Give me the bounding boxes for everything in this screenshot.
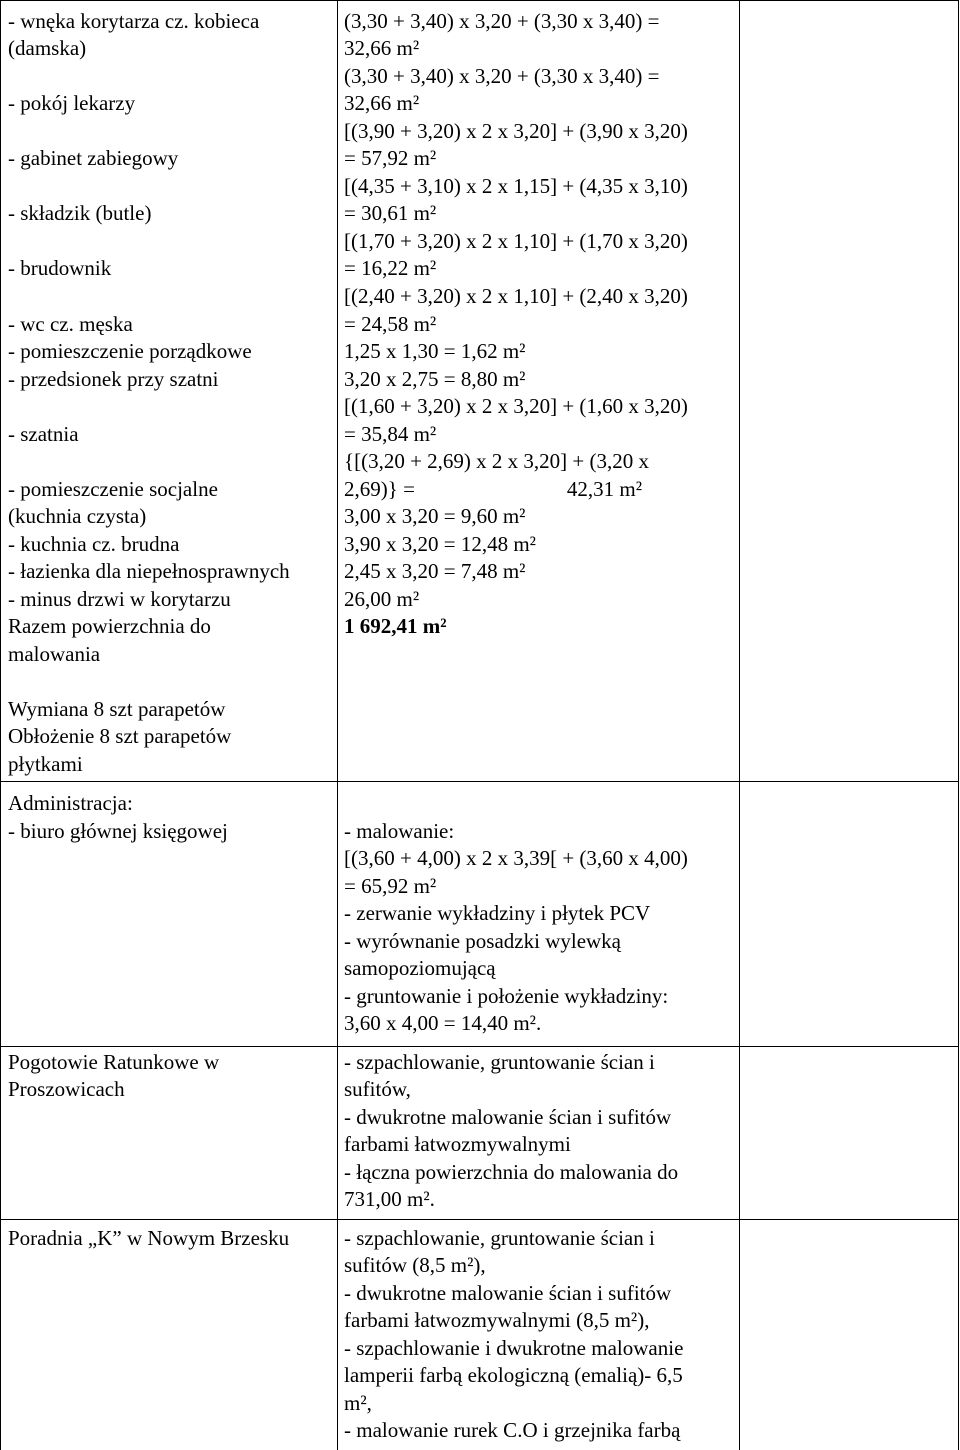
calculation-formula: 2,69)} = <box>344 477 415 501</box>
work-description: farbami łatwozmywalnymi (8,5 m²), <box>344 1308 650 1332</box>
calculation-line <box>344 476 642 503</box>
calculation-line: = 30,61 m² <box>344 201 437 225</box>
room-label: - pomieszczenie socjalne <box>8 477 218 501</box>
work-description: - szpachlowanie, gruntowanie ścian i <box>344 1050 655 1074</box>
calculation-line: 3,90 x 3,20 = 12,48 m² <box>344 532 536 556</box>
row-border-3 <box>0 1219 959 1220</box>
work-description: - wyrównanie posadzki wylewką <box>344 929 621 953</box>
work-description: - szpachlowanie i dwukrotne malowanie <box>344 1336 684 1360</box>
work-description: - łączna powierzchnia do malowania do <box>344 1160 679 1184</box>
column-border-2 <box>739 0 740 1450</box>
room-label: - pokój lekarzy <box>8 91 136 115</box>
calculation-line: = 24,58 m² <box>344 312 437 336</box>
total-label: Razem powierzchnia do <box>8 614 211 638</box>
work-description: 3,60 x 4,00 = 14,40 m². <box>344 1011 542 1035</box>
room-label: - wc cz. męska <box>8 312 133 336</box>
room-label: - kuchnia cz. brudna <box>8 532 180 556</box>
calculation-line: {[(3,20 + 2,69) x 2 x 3,20] + (3,20 x <box>344 449 649 473</box>
location-label: Poradnia „K” w Nowym Brzesku <box>8 1226 290 1250</box>
row-border-1 <box>0 781 959 782</box>
work-description: samopoziomującą <box>344 956 496 980</box>
work-description: m², <box>344 1391 372 1415</box>
work-item: Obłożenie 8 szt parapetów <box>8 724 232 748</box>
room-label: - wnęka korytarza cz. kobieca <box>8 9 260 33</box>
work-description: 731,00 m². <box>344 1187 435 1211</box>
room-label: - przedsionek przy szatni <box>8 367 219 391</box>
work-description: - szpachlowanie, gruntowanie ścian i <box>344 1226 655 1250</box>
column-border-1 <box>337 0 338 1450</box>
column-border-right <box>958 0 959 1450</box>
calculation-line: (3,30 + 3,40) x 3,20 + (3,30 x 3,40) = <box>344 64 660 88</box>
calculation-line: (3,30 + 3,40) x 3,20 + (3,30 x 3,40) = <box>344 9 660 33</box>
column-border-left <box>0 0 1 1450</box>
location-label: Administracja: <box>8 791 133 815</box>
work-description: - dwukrotne malowanie ścian i sufitów <box>344 1105 672 1129</box>
calculation-line: [(1,70 + 3,20) x 2 x 1,10] + (1,70 x 3,20) <box>344 229 688 253</box>
work-description: [(3,60 + 4,00) x 2 x 3,39[ + (3,60 x 4,00) <box>344 846 688 870</box>
work-description: sufitów, <box>344 1077 411 1101</box>
room-label: - pomieszczenie porządkowe <box>8 339 252 363</box>
room-label: - minus drzwi w korytarzu <box>8 587 231 611</box>
calculation-line: 26,00 m² <box>344 587 420 611</box>
total-area: 1 692,41 m² <box>344 614 447 638</box>
room-label: (damska) <box>8 36 87 60</box>
calculation-line: 32,66 m² <box>344 36 420 60</box>
room-label: - łazienka dla niepełnosprawnych <box>8 559 290 583</box>
room-label: - gabinet zabiegowy <box>8 146 179 170</box>
location-label: Proszowicach <box>8 1077 125 1101</box>
calculation-line: [(3,90 + 3,20) x 2 x 3,20] + (3,90 x 3,20) <box>344 119 688 143</box>
work-description: - malowanie rurek C.O i grzejnika farbą <box>344 1418 681 1442</box>
calculation-line: = 57,92 m² <box>344 146 437 170</box>
work-description: lamperii farbą ekologiczną (emalią)- 6,5 <box>344 1363 683 1387</box>
calculation-line: 1,25 x 1,30 = 1,62 m² <box>344 339 526 363</box>
calculation-line: [(1,60 + 3,20) x 2 x 3,20] + (1,60 x 3,20) <box>344 394 688 418</box>
work-item: płytkami <box>8 752 83 776</box>
work-description: farbami łatwozmywalnymi <box>344 1132 571 1156</box>
work-item: Wymiana 8 szt parapetów <box>8 697 226 721</box>
calculation-result: 42,31 m² <box>566 477 642 501</box>
calculation-line: [(4,35 + 3,10) x 2 x 1,15] + (4,35 x 3,10) <box>344 174 688 198</box>
work-description: - malowanie: <box>344 819 455 843</box>
calculation-line: = 16,22 m² <box>344 256 437 280</box>
location-label: Pogotowie Ratunkowe w <box>8 1050 220 1074</box>
row-border-top <box>0 0 959 1</box>
room-label: - biuro głównej księgowej <box>8 819 228 843</box>
calculation-line: 3,00 x 3,20 = 9,60 m² <box>344 504 526 528</box>
calculation-line: 2,45 x 3,20 = 7,48 m² <box>344 559 526 583</box>
room-label: (kuchnia czysta) <box>8 504 147 528</box>
calculation-line: [(2,40 + 3,20) x 2 x 1,10] + (2,40 x 3,20) <box>344 284 688 308</box>
work-description: = 65,92 m² <box>344 874 437 898</box>
work-description: - dwukrotne malowanie ścian i sufitów <box>344 1281 672 1305</box>
calculation-line: 32,66 m² <box>344 91 420 115</box>
work-description: - zerwanie wykładziny i płytek PCV <box>344 901 651 925</box>
work-description: sufitów (8,5 m²), <box>344 1253 486 1277</box>
row-border-2 <box>0 1046 959 1047</box>
calculation-line: 3,20 x 2,75 = 8,80 m² <box>344 367 526 391</box>
calculation-line: = 35,84 m² <box>344 422 437 446</box>
room-label: - brudownik <box>8 256 112 280</box>
work-description: - gruntowanie i położenie wykładziny: <box>344 984 669 1008</box>
room-label: - składzik (butle) <box>8 201 152 225</box>
room-label: - szatnia <box>8 422 79 446</box>
total-label: malowania <box>8 642 101 666</box>
